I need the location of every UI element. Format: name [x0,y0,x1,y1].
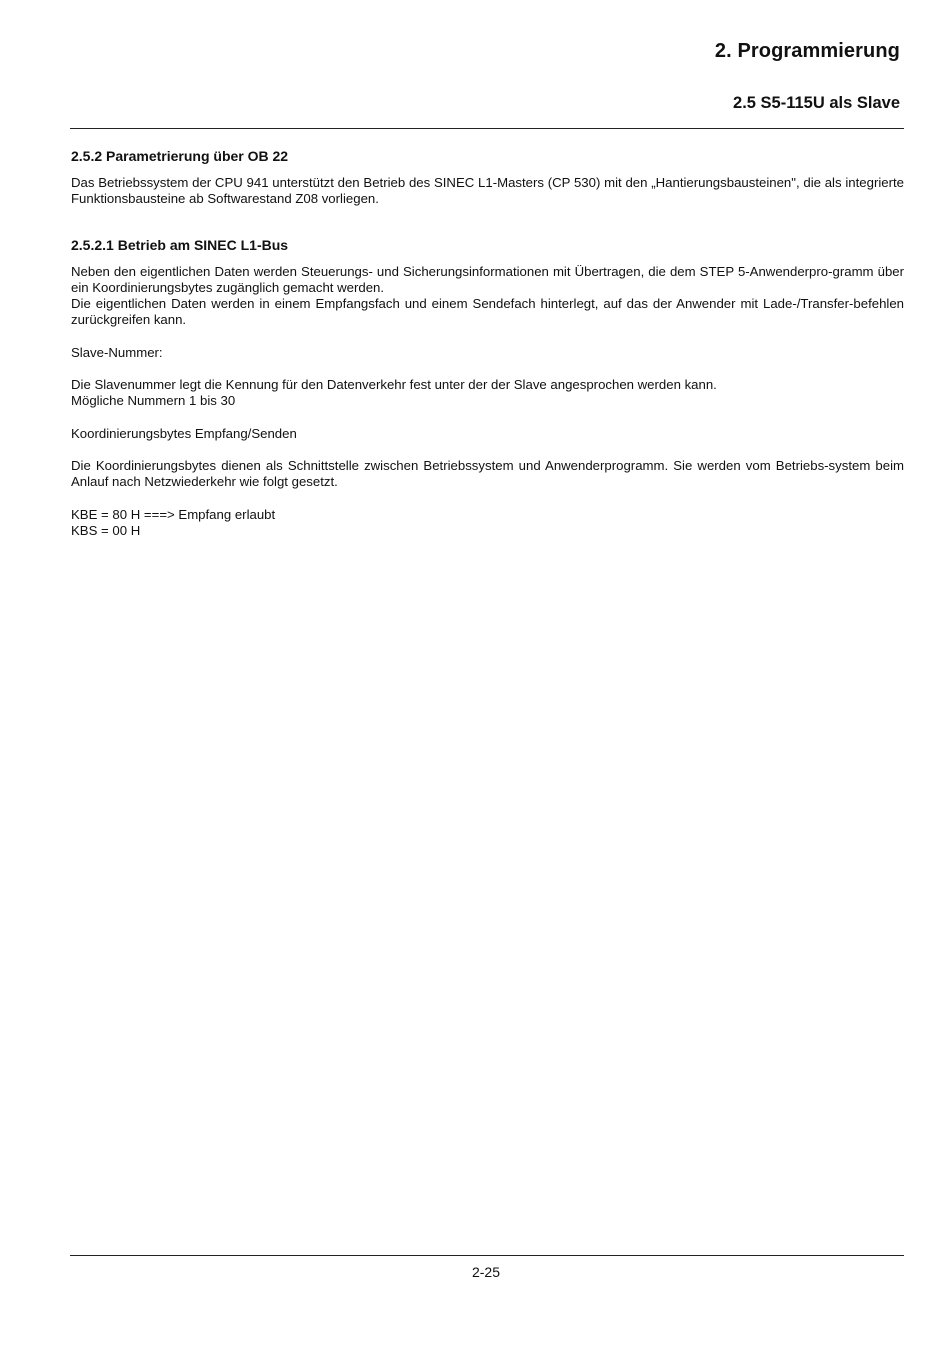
coordination-bytes-label: Koordinierungsbytes Empfang/Senden [71,425,297,441]
paragraph-neben-2: Die eigentlichen Daten werden in einem Empfangsfach und einem Sendefach hinterlegt, auf das der Anwender mit Lade-/Transfer-befehlen zurückgreifen kann. [71,296,904,328]
paragraph-intro: Das Betriebssystem der CPU 941 unterstützt den Betrieb des SINEC L1-Masters (CP 530) mit den „Hantierungsbausteinen", die als integrierte Funktionsbausteine ab Softwarestand Z08 vorliegen. [71,175,904,207]
slave-number-range: Mögliche Nummern 1 bis 30 [71,393,236,409]
header-rule [70,128,904,129]
page-number: 2-25 [471,1264,501,1280]
slave-number-description: Die Slavenummer legt die Kennung für den Datenverkehr fest unter der der Slave angesprochen werden kann. [71,377,717,393]
subsection-heading-parametrierung: 2.5.2 Parametrierung über OB 22 [71,148,289,164]
chapter-title: 2. Programmierung [714,40,900,62]
slave-number-label: Slave-Nummer: [71,344,163,360]
paragraph-neben-1: Neben den eigentlichen Daten werden Steuerungs- und Sicherungsinformationen mit Übertragen, die dem STEP 5-Anwenderpro-gramm über ein Koordinierungsbytes zugänglich gemacht werden. [71,263,904,295]
footer-rule [70,1255,904,1256]
section-title: 2.5 S5-115U als Slave [733,94,900,112]
page-content [71,147,904,539]
coordination-bytes-description: Die Koordinierungsbytes dienen als Schnittstelle zwischen Betriebssystem und Anwenderprogramm. Sie werden vom Betriebs-system beim Anlauf nach Netzwiederkehr wie folgt gesetzt. [71,457,904,490]
subsection-heading-betrieb: 2.5.2.1 Betrieb am SINEC L1-Bus [71,236,289,253]
kbs-setting: KBS = 00 H [71,522,141,538]
kbe-setting: KBE = 80 H ===> Empfang erlaubt [71,506,276,522]
